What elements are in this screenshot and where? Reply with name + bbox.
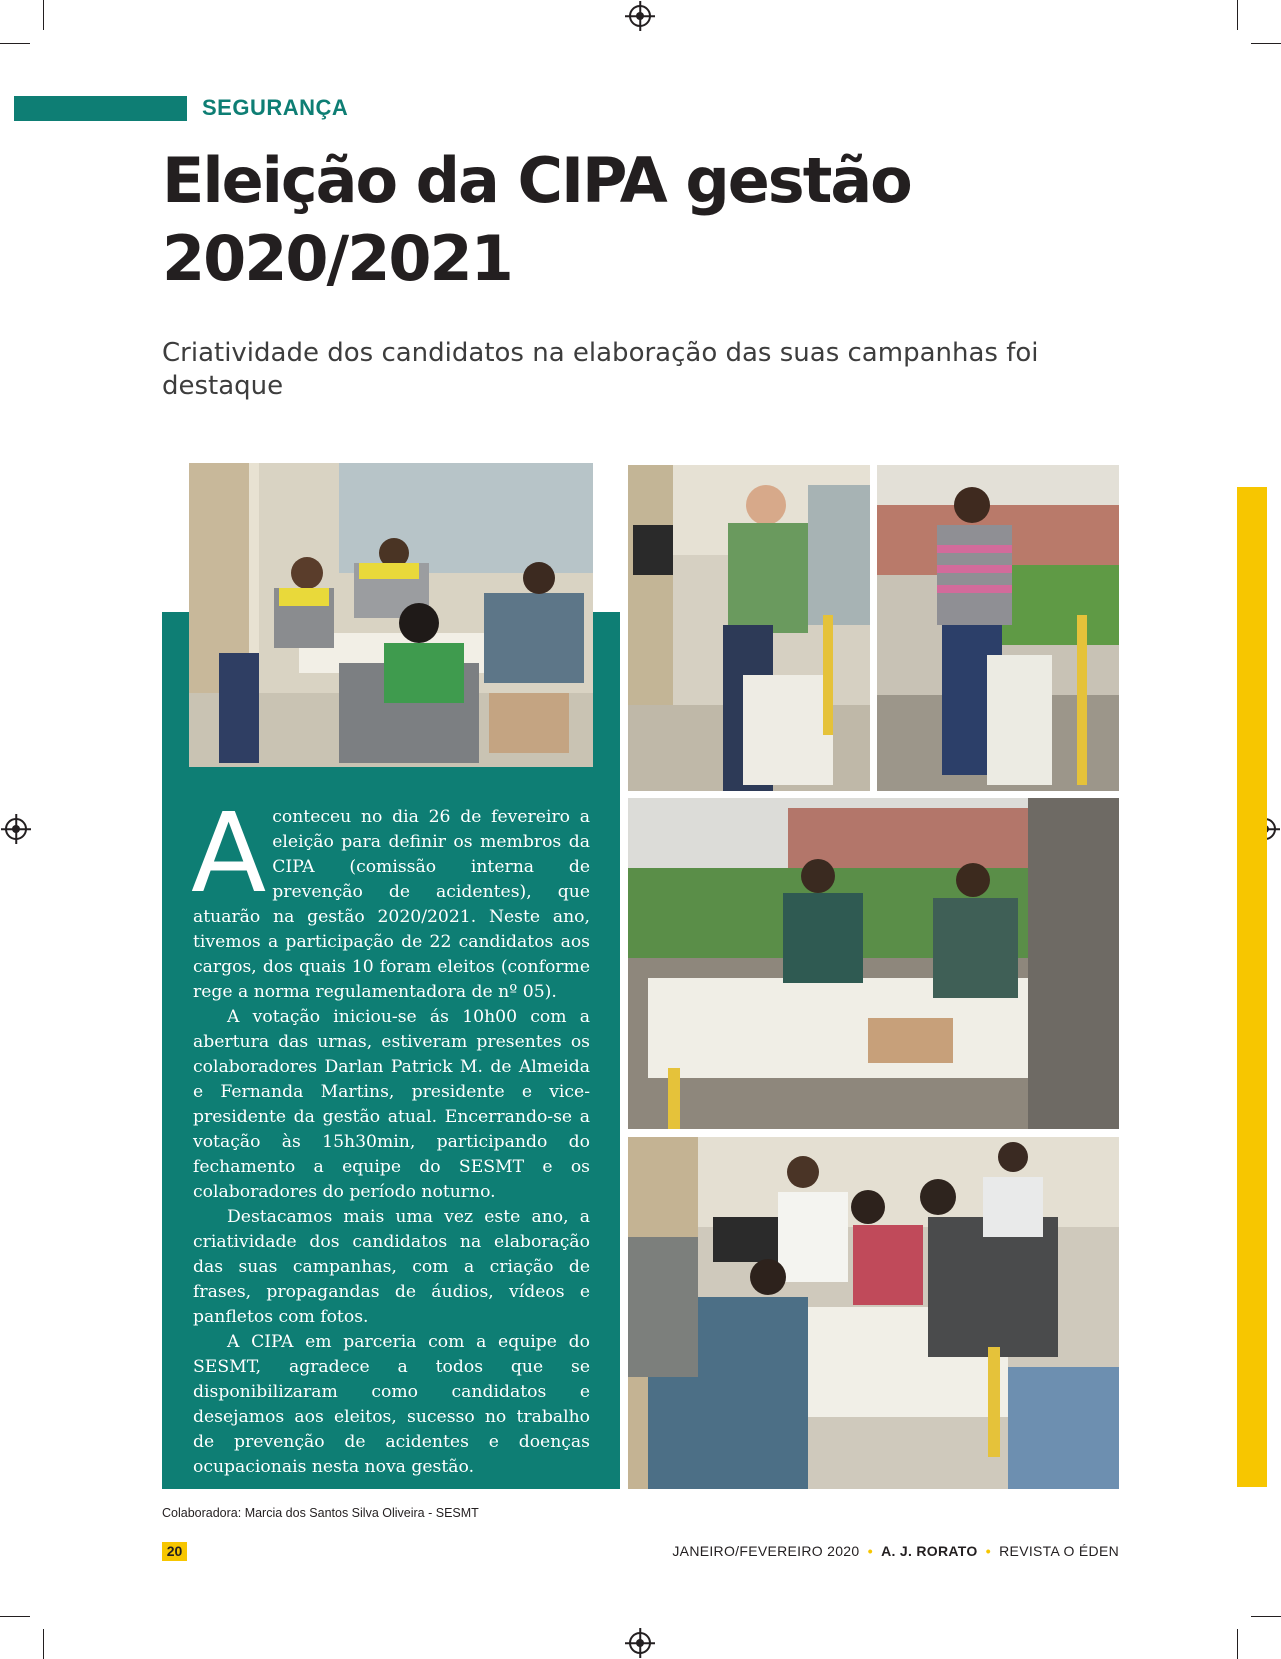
article-paragraph: [191, 789, 590, 1005]
crop-mark: [0, 43, 30, 44]
footer-date: JANEIRO/FEVEREIRO 2020: [672, 1543, 860, 1559]
article-paragraph-text: conteceu no dia 26 de fevereiro a eleição para definir os membros da CIPA (comissão interna de prevenção de acidentes), que atuarão na gestão 2020/2021. Neste ano, tivemos a participação de 22 candidatos aos cargos, dos quais 10 foram eleitos (conforme rege a norma regulamentadora de nº 05).: [193, 807, 590, 1002]
article-paragraph: A CIPA em parceria com a equipe do SESMT, agradece a todos que se disponibilizaram como candidatos e desejamos aos eleitos, sucesso no trabalho de prevenção de acidentes e doenças ocupacionais nesta nova gestão.: [193, 1332, 590, 1477]
article-paragraph: A votação iniciou-se ás 10h00 com a abertura das urnas, estiveram presentes os colaboradores Darlan Patrick M. de Almeida e Fernanda Martins, presidente e vice-presidente da gestão atual. Encerrando-se a votação às 15h30min, participando do fechamento a equipe do SESMT e os colaboradores do período noturno.: [193, 1007, 590, 1202]
photo-voters-signing: [189, 463, 593, 767]
footer-separator: •: [867, 1543, 873, 1559]
page-number: 20: [162, 1542, 187, 1561]
drop-cap: A: [191, 789, 267, 917]
crop-mark: [1251, 1616, 1281, 1617]
section-label: SEGURANÇA: [202, 95, 349, 120]
registration-mark-icon: [629, 1632, 651, 1654]
section-color-bar: [14, 96, 187, 121]
photo-election-table: [628, 798, 1119, 1129]
photo-credit: Colaboradora: Marcia dos Santos Silva Oliveira - SESMT: [162, 1506, 479, 1520]
side-accent-stripe: [1237, 487, 1267, 1487]
crop-mark: [0, 1616, 30, 1617]
footer-brand: A. J. RORATO: [881, 1543, 978, 1559]
article-subtitle: Criatividade dos candidatos na elaboração das suas campanhas foi destaque: [162, 338, 1039, 401]
article-paragraph: Destacamos mais uma vez este ano, a criatividade dos candidatos na elaboração das suas campanhas, com a criação de frases, propagandas de áudios, vídeos e panfletos com fotos.: [193, 1207, 590, 1327]
photo-man-voting: [628, 465, 870, 791]
footer-magazine: REVISTA O ÉDEN: [999, 1543, 1119, 1559]
crop-mark: [43, 1629, 44, 1659]
photo-woman-standing: [877, 465, 1119, 791]
registration-mark-icon: [5, 818, 27, 840]
article-title: Eleição da CIPA gestão 2020/2021: [162, 144, 911, 295]
footer: [672, 1543, 1119, 1559]
registration-mark-icon: [629, 5, 651, 27]
crop-mark: [1251, 43, 1281, 44]
article-body: [191, 789, 590, 1480]
crop-mark: [1237, 1629, 1238, 1659]
photo-group-voting: [628, 1137, 1119, 1489]
crop-mark: [1237, 0, 1238, 30]
footer-separator: •: [985, 1543, 991, 1559]
crop-mark: [43, 0, 44, 30]
